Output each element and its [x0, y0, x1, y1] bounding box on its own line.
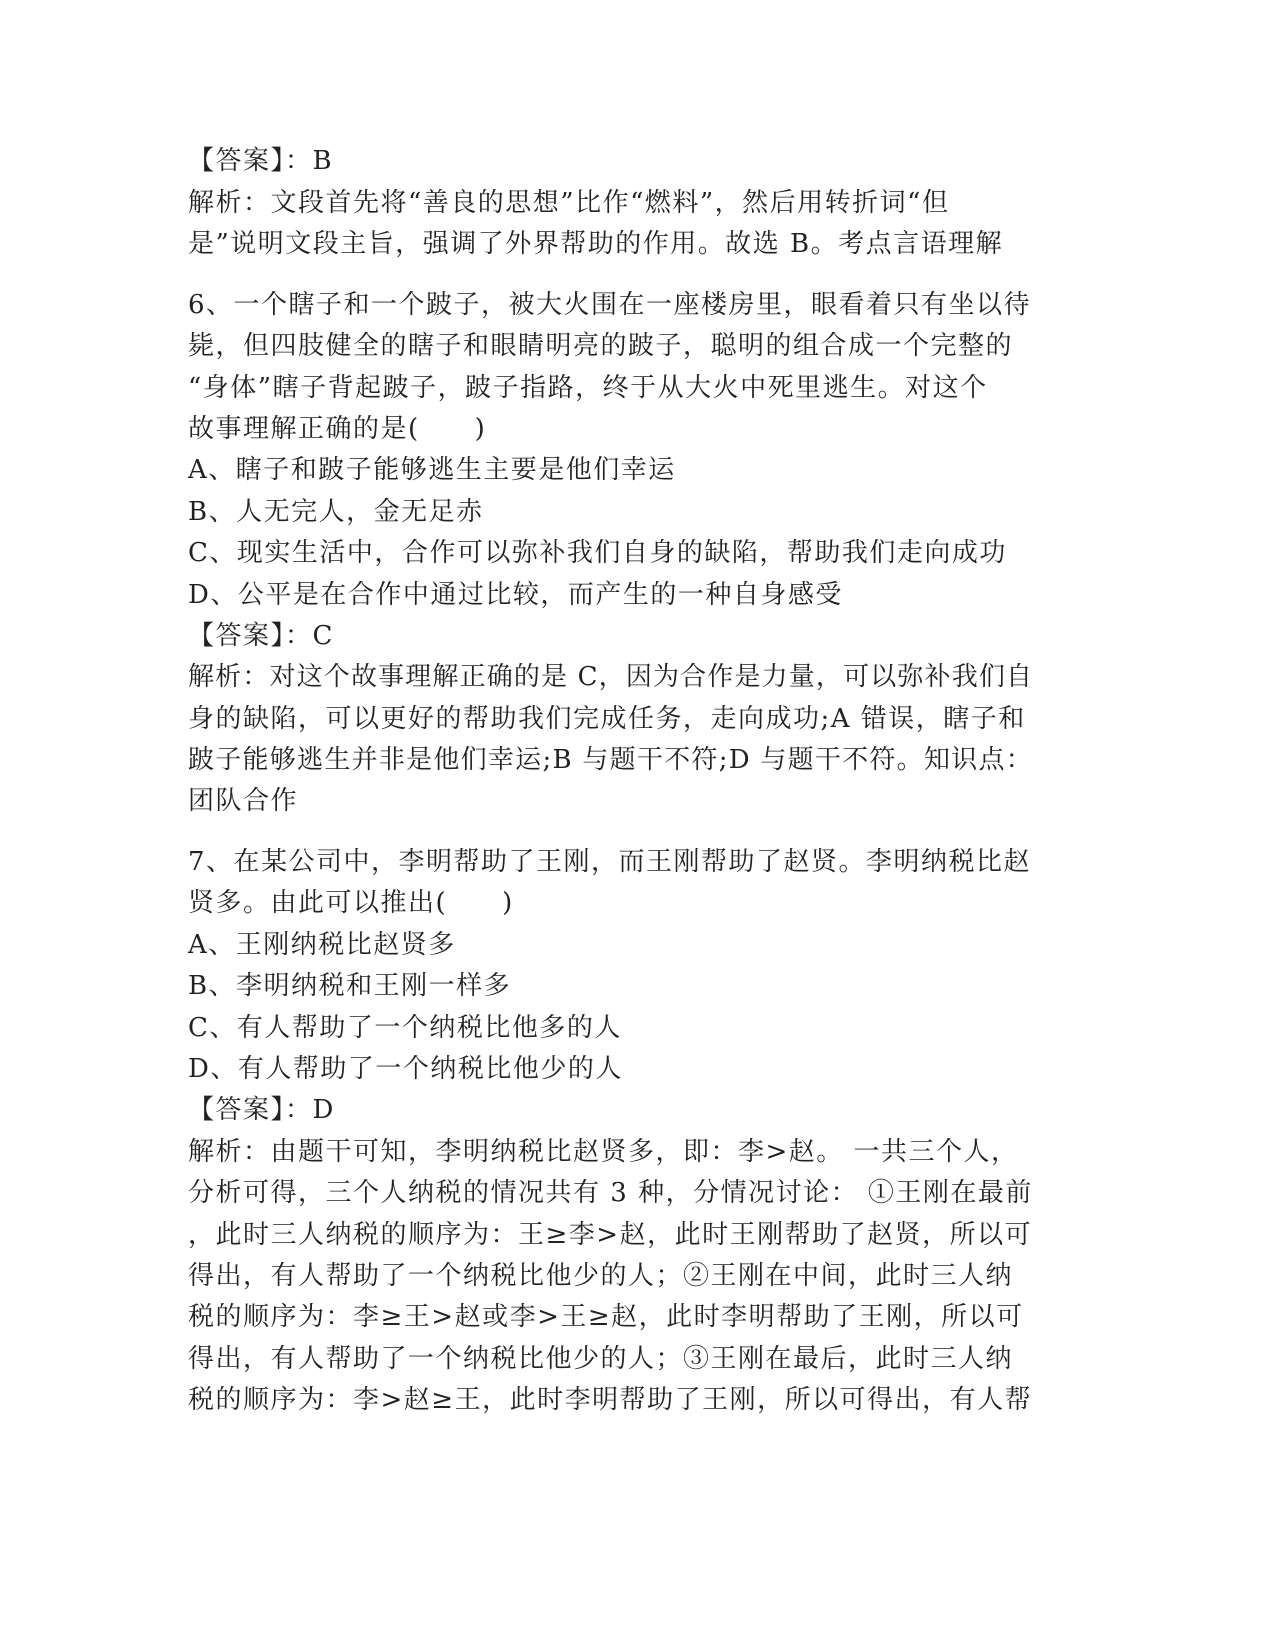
analysis-line: 解析：文段首先将“善良的思想”比作“燃料”，然后用转折词“但	[188, 188, 950, 218]
option-a: A、王刚纳税比赵贤多	[188, 930, 456, 960]
question-stem-line: 贤多。由此可以推出( )	[188, 888, 514, 918]
question-stem-line: 故事理解正确的是( )	[188, 414, 487, 444]
analysis-line: 解析：对这个故事理解正确的是 C，因为合作是力量，可以弥补我们自	[188, 662, 1034, 692]
analysis-line: 得出，有人帮助了一个纳税比他少的人；③王刚在最后，此时三人纳	[188, 1344, 1014, 1374]
option-d: D、有人帮助了一个纳税比他少的人	[188, 1054, 623, 1084]
analysis-line: 身的缺陷，可以更好的帮助我们完成任务，走向成功;A 错误，瞎子和	[188, 704, 1026, 734]
option-c: C、有人帮助了一个纳税比他多的人	[188, 1013, 622, 1043]
option-a: A、瞎子和跛子能够逃生主要是他们幸运	[188, 455, 676, 485]
analysis-line: ，此时三人纳税的顺序为：王≥李>赵，此时王刚帮助了赵贤，所以可	[188, 1220, 1033, 1250]
analysis-line: 跛子能够逃生并非是他们幸运;B 与题干不符;D 与题干不符。知识点：	[188, 745, 1034, 775]
analysis-line: 税的顺序为：李≥王>赵或李>王≥赵，此时李明帮助了王刚，所以可	[188, 1302, 1024, 1332]
answer-label: 【答案】：B	[188, 146, 334, 176]
question-stem-line: “身体”瞎子背起跛子，跛子指路，终于从大火中死里逃生。对这个	[188, 373, 988, 403]
analysis-line: 是”说明文段主旨，强调了外界帮助的作用。故选 B。考点言语理解	[188, 229, 1004, 259]
option-b: B、人无完人，金无足赤	[188, 497, 484, 527]
question-stem-line: 6、一个瞎子和一个跛子，被大火围在一座楼房里，眼看着只有坐以待	[188, 290, 1032, 320]
analysis-line: 团队合作	[188, 786, 299, 816]
question-stem-line: 7、在某公司中，李明帮助了王刚，而王刚帮助了赵贤。李明纳税比赵	[188, 847, 1032, 877]
analysis-line: 得出，有人帮助了一个纳税比他少的人；②王刚在中间，此时三人纳	[188, 1261, 1014, 1291]
option-b: B、李明纳税和王刚一样多	[188, 971, 512, 1001]
analysis-line: 解析：由题干可知，李明纳税比赵贤多，即：李>赵。 一共三个人，	[188, 1137, 1019, 1167]
analysis-line: 税的顺序为：李>赵≥王，此时李明帮助了王刚，所以可得出，有人帮	[188, 1385, 1033, 1415]
option-c: C、现实生活中，合作可以弥补我们自身的缺陷，帮助我们走向成功	[188, 538, 1007, 568]
analysis-line: 分析可得，三个人纳税的情况共有 3 种，分情况讨论： ①王刚在最前	[188, 1178, 1033, 1208]
option-d: D、公平是在合作中通过比较，而产生的一种自身感受	[188, 580, 843, 610]
question-stem-line: 毙，但四肢健全的瞎子和眼睛明亮的跛子，聪明的组合成一个完整的	[188, 331, 1014, 361]
answer-label: 【答案】：C	[188, 621, 334, 651]
answer-label: 【答案】：D	[188, 1095, 335, 1125]
